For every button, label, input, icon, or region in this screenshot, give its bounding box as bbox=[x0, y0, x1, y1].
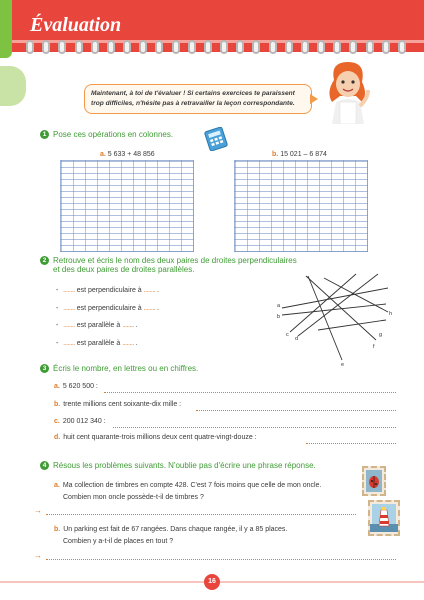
ladybug-stamp bbox=[362, 466, 386, 496]
ex1-operation-a bbox=[100, 151, 155, 158]
ex1-a-text: 5 633 + 48 856 bbox=[107, 151, 155, 158]
ring bbox=[366, 40, 374, 54]
ring bbox=[285, 40, 293, 54]
ring bbox=[269, 40, 277, 54]
ex4-instruction: Résous les problèmes suivants. N'oublie pas d'écrire une phrase réponse. bbox=[53, 461, 316, 470]
ex2-blank[interactable]: ........ bbox=[143, 305, 156, 312]
ex2-heading bbox=[40, 256, 297, 274]
ex3-heading bbox=[40, 364, 198, 373]
ex3-instruction: Écris le nombre, en lettres ou en chiffres. bbox=[53, 364, 199, 373]
ex3-text: huit cent quarante-trois millions deux cent quatre-vingt-douze : bbox=[63, 434, 257, 441]
ring bbox=[26, 40, 34, 54]
line-label-e: e bbox=[341, 362, 345, 366]
ring bbox=[333, 40, 341, 54]
girl-illustration bbox=[316, 58, 376, 124]
ex4-b-line2: Combien y a-t-il de places en tout ? bbox=[63, 537, 174, 545]
ex2-instruction-line2: et des deux paires de droites parallèles. bbox=[53, 265, 195, 274]
page-title: Évaluation bbox=[30, 14, 122, 36]
ex4-a-answer-line[interactable] bbox=[46, 514, 356, 515]
ring bbox=[75, 40, 83, 54]
line-b bbox=[282, 304, 386, 315]
ex4-number: 4 bbox=[40, 461, 49, 470]
ex1-a-letter: a. bbox=[100, 151, 106, 158]
ex2-blank[interactable]: ........ bbox=[60, 340, 75, 347]
ring bbox=[139, 40, 147, 54]
ex1-grid-a[interactable] bbox=[60, 160, 194, 252]
ex2-item: - ........ est perpendiculaire à ........ . bbox=[56, 305, 160, 312]
ex1-operation-b bbox=[272, 151, 327, 158]
ring bbox=[91, 40, 99, 54]
ex1-number: 1 bbox=[40, 130, 49, 139]
ex4-a-line1: Ma collection de timbres en compte 428. C'est 7 fois moins que celle de mon oncle. bbox=[62, 482, 322, 489]
ex2-number: 2 bbox=[40, 256, 49, 265]
ex3-number: 3 bbox=[40, 364, 49, 373]
ex3-item-d bbox=[54, 434, 257, 441]
ex2-item-dash: - bbox=[56, 322, 59, 329]
ex2-blank[interactable]: ........ bbox=[122, 322, 134, 329]
ring bbox=[58, 40, 66, 54]
line-label-f: f bbox=[373, 344, 375, 350]
ex4-b-letter: b. bbox=[54, 526, 61, 533]
ex2-item-text: est parallèle à bbox=[76, 322, 121, 329]
ex3-letter: a. bbox=[54, 383, 60, 390]
calculator-icon bbox=[203, 127, 229, 151]
ex2-instruction-line1: Retrouve et écris le nom des deux paires de droites perpendiculaires bbox=[53, 256, 297, 265]
ring bbox=[252, 40, 260, 54]
ex4-b-answer-line[interactable] bbox=[46, 559, 396, 560]
ex3-item-a bbox=[54, 383, 98, 390]
ex3-letter: c. bbox=[54, 418, 60, 425]
ex3-answer-line-a[interactable] bbox=[104, 392, 396, 393]
ex2-item-text: est parallèle à bbox=[76, 340, 121, 347]
ring bbox=[382, 40, 390, 54]
ex2-instruction bbox=[53, 256, 297, 274]
lighthouse-stamp bbox=[368, 500, 400, 536]
ex4-heading bbox=[40, 461, 316, 470]
ex1-b-text: 15 021 – 6 874 bbox=[280, 151, 327, 158]
ex2-item-text: est perpendiculaire à bbox=[76, 305, 142, 312]
line-label-c: c bbox=[286, 332, 289, 338]
line-label-b: b bbox=[277, 314, 281, 320]
binder-rings bbox=[26, 40, 406, 56]
ex1-heading bbox=[40, 130, 173, 139]
ex4-problem-b bbox=[54, 524, 354, 548]
ex4-b-arrow: → bbox=[34, 551, 42, 560]
ex2-item-text: est perpendiculaire à bbox=[76, 287, 142, 294]
ring bbox=[42, 40, 50, 54]
ring bbox=[301, 40, 309, 54]
lines-figure bbox=[268, 270, 396, 366]
line-c bbox=[290, 274, 356, 332]
lighthouse-icon bbox=[370, 502, 398, 534]
ex1-instruction: Pose ces opérations en colonnes. bbox=[53, 130, 174, 139]
ex3-item-c bbox=[54, 418, 106, 425]
ring bbox=[220, 40, 228, 54]
line-label-h: h bbox=[389, 311, 393, 317]
ex2-item: - ........ est perpendiculaire à ........ . bbox=[56, 287, 160, 294]
ring bbox=[172, 40, 180, 54]
ex3-text: 5 620 500 : bbox=[62, 383, 98, 390]
ex3-text: 200 012 340 : bbox=[62, 418, 106, 425]
ring bbox=[204, 40, 212, 54]
intro-speech-bubble: Maintenant, à toi de t'évaluer ! Si certains exercices te paraissent trop difficiles, n'hésite pas à retravailler la leçon correspondante. bbox=[84, 84, 312, 114]
line-label-a: a bbox=[277, 303, 281, 309]
ex2-blank[interactable]: ........ bbox=[122, 340, 134, 347]
ex3-answer-line-c[interactable] bbox=[113, 427, 396, 428]
ex3-answer-line-d[interactable] bbox=[306, 443, 396, 444]
line-label-g: g bbox=[379, 332, 383, 338]
ring bbox=[398, 40, 406, 54]
ex1-b-letter: b. bbox=[272, 151, 279, 158]
line-label-d: d bbox=[295, 336, 299, 342]
ring bbox=[317, 40, 325, 54]
ex2-item-dash: - bbox=[56, 287, 59, 294]
page-number: 16 bbox=[204, 574, 220, 590]
ex4-b-line1: Un parking est fait de 67 rangées. Dans chaque rangée, il y a 85 places. bbox=[63, 526, 288, 533]
ex4-problem-a bbox=[54, 480, 354, 504]
ex2-blank[interactable]: ........ bbox=[60, 305, 75, 312]
ex1-grid-b[interactable] bbox=[234, 160, 368, 252]
ex3-answer-line-b[interactable] bbox=[196, 410, 396, 411]
ring bbox=[107, 40, 115, 54]
ex2-item-dash: - bbox=[56, 305, 59, 312]
line-f bbox=[306, 276, 376, 340]
ex4-a-letter: a. bbox=[54, 482, 60, 489]
ring bbox=[123, 40, 131, 54]
green-tab bbox=[0, 0, 12, 58]
ring bbox=[188, 40, 196, 54]
ring bbox=[155, 40, 163, 54]
ex3-letter: b. bbox=[54, 401, 61, 408]
ex4-a-arrow: → bbox=[34, 506, 42, 515]
ex4-a-line2: Combien mon oncle possède-t-il de timbres ? bbox=[63, 493, 204, 501]
ex2-blank[interactable]: ........ bbox=[60, 322, 75, 329]
ex2-item-dash: - bbox=[56, 340, 59, 347]
ex3-text: trente millions cent soixante-dix mille : bbox=[63, 401, 182, 408]
ex2-blank[interactable]: ........ bbox=[143, 287, 156, 294]
ring bbox=[349, 40, 357, 54]
line-e bbox=[308, 276, 342, 360]
ex2-blank[interactable]: ........ bbox=[60, 287, 75, 294]
ex3-letter: d. bbox=[54, 434, 61, 441]
ex3-item-b bbox=[54, 401, 181, 408]
ex2-item: - ........ est parallèle à ........ . bbox=[56, 340, 138, 347]
green-side-tab bbox=[0, 66, 26, 106]
ring bbox=[236, 40, 244, 54]
ladybug-icon bbox=[364, 468, 384, 494]
ex2-item: - ........ est parallèle à ........ . bbox=[56, 322, 138, 329]
line-a bbox=[282, 288, 388, 308]
